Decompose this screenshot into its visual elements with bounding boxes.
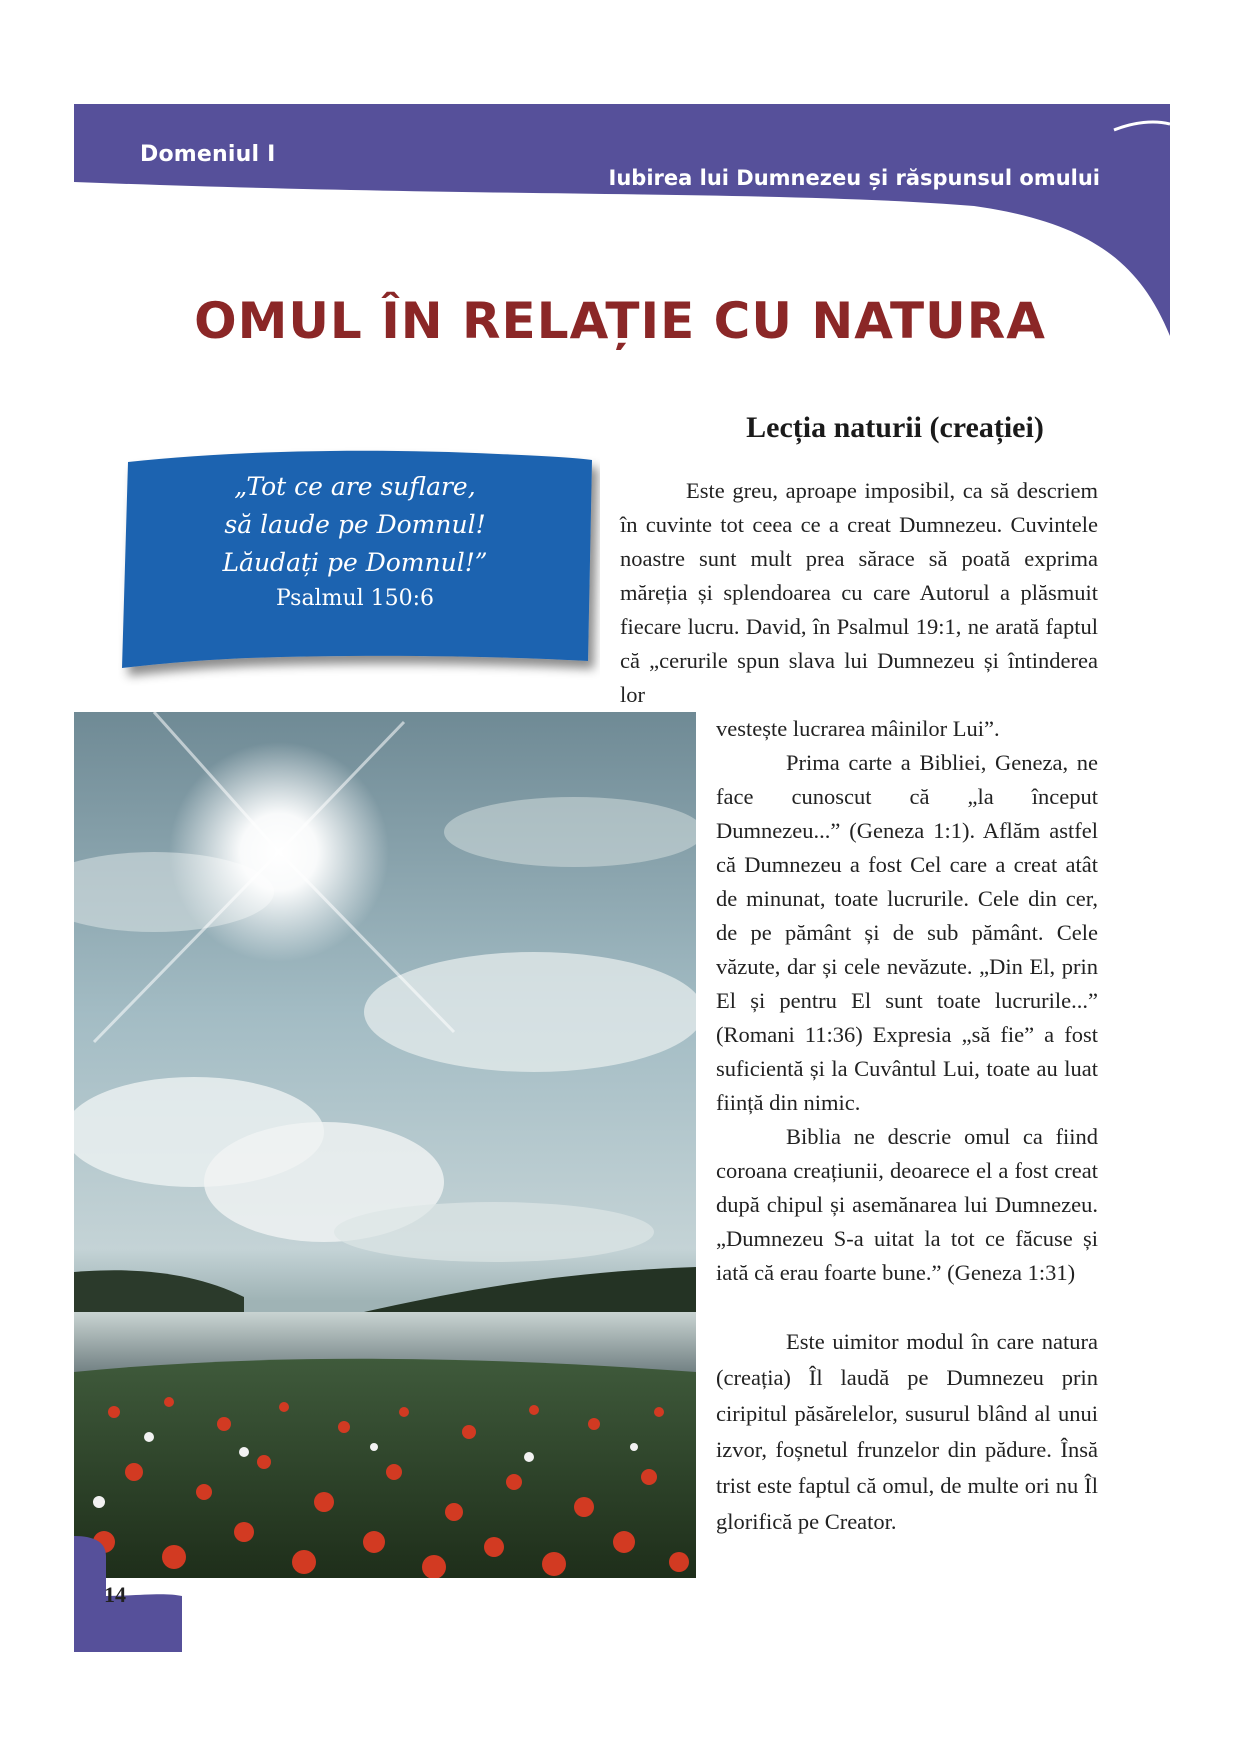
page-number: 14: [104, 1582, 126, 1607]
body-paragraph: Este uimitor modul în care natura (creația) Îl laudă pe Dumnezeu prin ciripitul păsărelelor, susurul blând al unui izvor, foșnetul frunzelor din pădure. Însă trist este faptul că omul, de multe ori nu Îl glorifică pe Creator.: [716, 1329, 1098, 1534]
quote-line: Lăudați pe Domnul!”: [222, 548, 488, 577]
domain-label: Domeniul I: [140, 142, 276, 167]
landscape-photo: [74, 712, 696, 1578]
domain-subtitle: Iubirea lui Dumnezeu și răspunsul omului: [608, 166, 1100, 190]
quote-line: să laude pe Domnul!: [224, 510, 486, 539]
body-paragraph-continuation: vestește lucrarea mâinilor Lui”.: [716, 716, 1000, 741]
page-corner-decoration: [74, 1536, 182, 1652]
quote-reference: Psalmul 150:6: [275, 586, 435, 611]
quote-text: [175, 468, 535, 616]
body-paragraph: Este greu, aproape imposibil, ca să descriem în cuvinte tot ceea ce a creat Dumnezeu. Cuvintele noastre sunt mult prea sărace să poată exprima măreția și splendoarea cu care Autorul a plăsmuit fiecare lucru. David, în Psalmul 19:1, ne arată faptul că „cerurile spun slava lui Dumnezeu și întinderea lor: [620, 478, 1098, 707]
section-heading: Lecția naturii (creației): [746, 411, 1044, 444]
page-title: OMUL ÎN RELAȚIE CU NATURA: [194, 292, 1046, 350]
body-paragraph: Prima carte a Bibliei, Geneza, ne face cunoscut că „la început Dumnezeu...” (Geneza 1:1). Aflăm astfel că Dumnezeu a fost Cel care a creat atât de minunat, toate lucrurile. Cele din cer, de pe pământ și de sub pământ. Cele văzute, dar și cele nevăzute. „Din El, prin El și pentru El sunt toate lucrurile...” (Romani 11:36) Expresia „să fie” a fost suficientă și la Cuvântul Lui, toate au luat ființă din nimic.: [716, 750, 1098, 1115]
body-paragraph: Biblia ne descrie omul ca fiind coroana creațiunii, deoarece el a fost creat după chipul și asemănarea lui Dumnezeu. „Dumnezeu S-a uitat la tot ce făcuse și iată că erau foarte bune.” (Geneza 1:31): [716, 1124, 1098, 1285]
quote-line: „Tot ce are suflare,: [234, 472, 476, 501]
